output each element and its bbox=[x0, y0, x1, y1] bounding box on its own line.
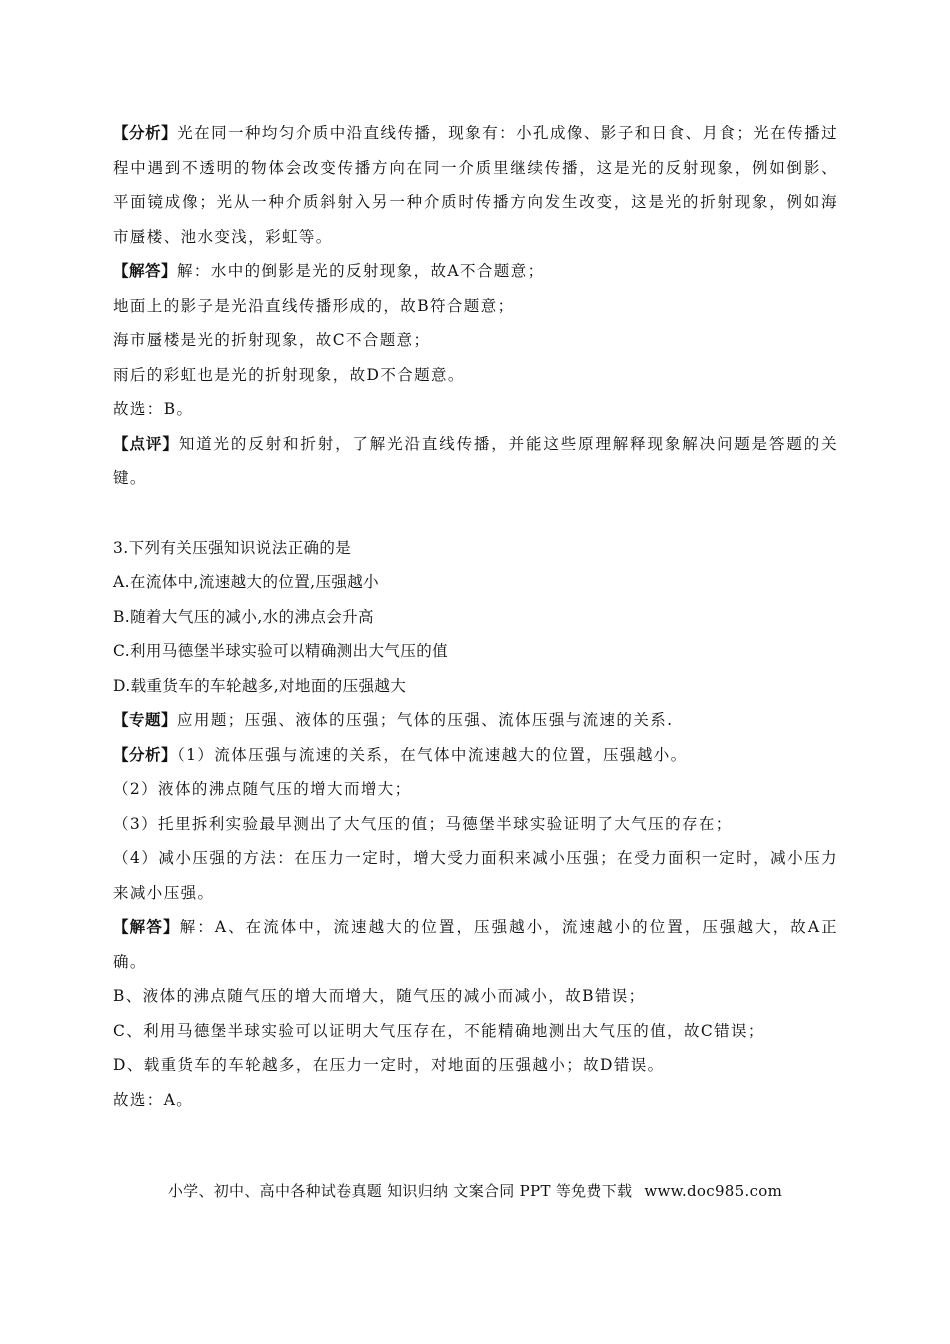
document-page bbox=[113, 116, 838, 1117]
topic-tag: 【专题】 bbox=[113, 710, 178, 729]
analysis-text: 光在同一种均匀介质中沿直线传播，现象有：小孔成像、影子和日食、月食；光在传播过程中遇到不透明的物体会改变传播方向在同一介质里继续传播，这是光的反射现象，例如倒影、平面镜成像；光从一种介质斜射入另一种介质时传播方向发生改变，这是光的折射现象，例如海市蜃楼、池水变浅，彩虹等。 bbox=[113, 124, 838, 246]
answer-text: 解：A、在流体中，流速越大的位置，压强越小，流速越小的位置，压强越大，故A正确。 bbox=[113, 918, 838, 971]
answer-line: C、利用马德堡半球实验可以证明大气压存在，不能精确地测出大气压的值，故C错误； bbox=[113, 1021, 765, 1040]
topic-line bbox=[113, 703, 838, 738]
option-a: A.在流体中,流速越大的位置,压强越小 bbox=[113, 573, 380, 591]
analysis-text: （1）流体压强与流速的关系，在气体中流速越大的位置，压强越小。 bbox=[177, 745, 688, 764]
answer-line: B、液体的沸点随气压的增大而增大，随气压的减小而减小，故B错误； bbox=[113, 987, 646, 1005]
answer-choice: 故选：B。 bbox=[113, 400, 194, 418]
answer-text: 解：水中的倒影是光的反射现象，故A不合题意； bbox=[177, 262, 545, 280]
analysis-line: （4）减小压强的方法：在压力一定时，增大受力面积来减小压强；在受力面积一定时，减小压力来减小压强。 bbox=[113, 849, 838, 902]
spacer bbox=[113, 496, 838, 531]
comment-tag: 【点评】 bbox=[113, 433, 179, 453]
option-c: C.利用马德堡半球实验可以精确测出大气压的值 bbox=[113, 642, 449, 660]
footer-text: 小学、初中、高中各种试卷真题 知识归纳 文案合同 PPT 等免费下载 bbox=[167, 1182, 633, 1200]
question-stem: 3.下列有关压强知识说法正确的是 bbox=[113, 538, 352, 557]
analysis-tag: 【分析】 bbox=[113, 744, 178, 764]
topic-text: 应用题；压强、液体的压强；气体的压强、流体压强与流速的关系. bbox=[177, 711, 674, 729]
answer-line: D、载重货车的车轮越多，在压力一定时，对地面的压强越小；故D错误。 bbox=[113, 1056, 665, 1074]
option-b: B.随着大气压的减小,水的沸点会升高 bbox=[113, 607, 374, 626]
analysis-line: （2）液体的沸点随气压的增大而增大； bbox=[113, 780, 412, 798]
answer-tag: 【解答】 bbox=[113, 261, 178, 280]
comment-text: 知道光的反射和折射，了解光沿直线传播，并能这些原理解释现象解决问题是答题的关键。 bbox=[113, 434, 838, 487]
answer-line: 雨后的彩虹也是光的折射现象，故D不合题意。 bbox=[113, 365, 465, 384]
analysis-paragraph bbox=[113, 116, 838, 254]
answer-line: 地面上的影子是光沿直线传播形成的，故B符合题意； bbox=[113, 296, 515, 315]
footer-url[interactable]: www.doc985.com bbox=[644, 1182, 783, 1200]
page-footer bbox=[0, 1180, 950, 1201]
analysis-tag: 【分析】 bbox=[113, 123, 178, 142]
answer-line: 海市蜃楼是光的折射现象，故C不合题意； bbox=[113, 331, 431, 349]
analysis-line bbox=[113, 738, 838, 773]
comment-paragraph bbox=[113, 427, 838, 496]
answer-choice: 故选：A。 bbox=[113, 1090, 194, 1109]
answer-tag: 【解答】 bbox=[113, 917, 180, 936]
option-d: D.载重货车的车轮越多,对地面的压强越大 bbox=[113, 676, 407, 695]
answer-paragraph bbox=[113, 910, 838, 979]
analysis-line: （3）托里拆利实验最早测出了大气压的值；马德堡半球实验证明了大气压的存在； bbox=[113, 814, 733, 833]
answer-line bbox=[113, 254, 838, 289]
